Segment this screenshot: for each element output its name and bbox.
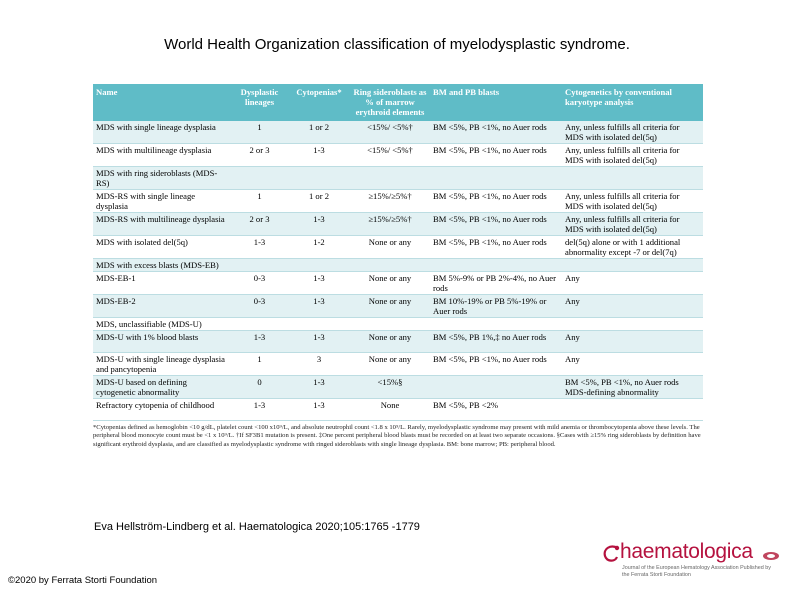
logo-wordmark: haematologica xyxy=(620,540,753,563)
cell-cytogenetics xyxy=(562,259,703,272)
cell-blasts: BM <5%, PB <2% xyxy=(430,399,562,421)
table-row xyxy=(93,259,703,272)
cell-ring-sideroblasts xyxy=(350,259,430,272)
cell-name: MDS with ring sideroblasts (MDS-RS) xyxy=(93,167,231,190)
cell-lineages: 1 xyxy=(231,121,288,144)
cell-cytogenetics: Any xyxy=(562,353,703,376)
cell-cytogenetics: BM <5%, PB <1%, no Auer rods MDS-defining abnormality xyxy=(562,376,703,399)
cell-lineages: 1 xyxy=(231,353,288,376)
cell-lineages: 0 xyxy=(231,376,288,399)
cell-lineages xyxy=(231,167,288,190)
logo-swirl-icon xyxy=(600,542,622,564)
cell-cytogenetics: Any xyxy=(562,295,703,318)
cell-cytogenetics: Any, unless fulfills all criteria for MDS with isolated del(5q) xyxy=(562,144,703,167)
cell-ring-sideroblasts: ≥15%/≥5%† xyxy=(350,190,430,213)
cell-cytopenias: 1-3 xyxy=(288,213,350,236)
header-name: Name xyxy=(93,84,231,121)
cell-ring-sideroblasts: None or any xyxy=(350,353,430,376)
cell-cytogenetics xyxy=(562,399,703,421)
table-row xyxy=(93,399,703,421)
header-cytopenias: Cytopenias* xyxy=(288,84,350,121)
cell-name: MDS-RS with single lineage dysplasia xyxy=(93,190,231,213)
header-cytogenetics: Cytogenetics by conventional karyotype analysis xyxy=(562,84,703,121)
cell-ring-sideroblasts: None or any xyxy=(350,272,430,295)
table-row xyxy=(93,331,703,353)
cell-ring-sideroblasts: None xyxy=(350,399,430,421)
table-row xyxy=(93,213,703,236)
copyright: ©2020 by Ferrata Storti Foundation xyxy=(8,575,158,586)
table-header-row xyxy=(93,84,703,121)
cell-blasts: BM 10%-19% or PB 5%-19% or Auer rods xyxy=(430,295,562,318)
table-row xyxy=(93,272,703,295)
table-row xyxy=(93,353,703,376)
table-row xyxy=(93,318,703,331)
who-classification-table xyxy=(93,84,703,421)
cell-blasts xyxy=(430,167,562,190)
cell-cytogenetics xyxy=(562,167,703,190)
cell-cytogenetics: Any, unless fulfills all criteria for MDS with isolated del(5q) xyxy=(562,121,703,144)
cell-name: MDS-U based on defining cytogenetic abnormality xyxy=(93,376,231,399)
cell-ring-sideroblasts: <15%§ xyxy=(350,376,430,399)
cell-lineages xyxy=(231,259,288,272)
table-footnote: *Cytopenias defined as hemoglobin <10 g/dL, platelet count <100 x10⁹/L, and absolute neutrophil count <1.8 x 10⁹/L. Rarely, myelodysplastic syndrome may present with mild anemia or thrombocytopenia above these levels. The peripheral blood monocyte count must be <1 x 10⁹/L. †If SF3B1 mutation is present. ‡One percent peripheral blood blasts must be recorded on at least two separate occasions. §Cases with ≥15% ring sideroblasts by definition have significant erythroid dysplasia, and are classified as myelodysplastic syndrome with ringed sideroblasts with single lineage dysplasia. BM: bone marrow; PB: peripheral blood. xyxy=(93,424,701,448)
cell-lineages: 1-3 xyxy=(231,331,288,353)
slide-title: World Health Organization classification of myelodysplastic syndrome. xyxy=(164,36,630,53)
cell-cytogenetics xyxy=(562,318,703,331)
cell-cytopenias xyxy=(288,167,350,190)
cell-name: MDS-EB-2 xyxy=(93,295,231,318)
cell-cytopenias: 1-3 xyxy=(288,376,350,399)
cell-ring-sideroblasts xyxy=(350,167,430,190)
cell-lineages: 1 xyxy=(231,190,288,213)
cell-name: MDS-U with 1% blood blasts xyxy=(93,331,231,353)
header-ring-sideroblasts: Ring sideroblasts as % of marrow erythroid elements xyxy=(350,84,430,121)
cell-cytogenetics: Any xyxy=(562,272,703,295)
cell-name: MDS, unclassifiable (MDS-U) xyxy=(93,318,231,331)
table-row xyxy=(93,190,703,213)
haematologica-logo xyxy=(600,540,790,584)
table-row xyxy=(93,376,703,399)
cell-cytopenias: 1-3 xyxy=(288,272,350,295)
cell-blasts: BM <5%, PB 1%,‡ no Auer rods xyxy=(430,331,562,353)
cell-cytopenias xyxy=(288,259,350,272)
cell-name: MDS with multilineage dysplasia xyxy=(93,144,231,167)
cell-blasts xyxy=(430,259,562,272)
cell-name: MDS with excess blasts (MDS-EB) xyxy=(93,259,231,272)
cell-name: MDS with isolated del(5q) xyxy=(93,236,231,259)
cell-cytopenias: 1-2 xyxy=(288,236,350,259)
cell-ring-sideroblasts: None or any xyxy=(350,236,430,259)
header-dysplastic-lineages: Dysplastic lineages xyxy=(231,84,288,121)
citation: Eva Hellström-Lindberg et al. Haematologica 2020;105:1765 -1779 xyxy=(94,521,420,533)
cell-name: MDS with single lineage dysplasia xyxy=(93,121,231,144)
table-row xyxy=(93,144,703,167)
cell-name: MDS-U with single lineage dysplasia and pancytopenia xyxy=(93,353,231,376)
cell-blasts xyxy=(430,376,562,399)
cell-cytogenetics: del(5q) alone or with 1 additional abnormality except -7 or del(7q) xyxy=(562,236,703,259)
cell-ring-sideroblasts: <15%/ <5%† xyxy=(350,144,430,167)
cell-blasts: BM <5%, PB <1%, no Auer rods xyxy=(430,353,562,376)
table-row xyxy=(93,236,703,259)
table-row xyxy=(93,121,703,144)
cell-blasts xyxy=(430,318,562,331)
cell-lineages xyxy=(231,318,288,331)
cell-cytopenias: 1 or 2 xyxy=(288,190,350,213)
cell-lineages: 2 or 3 xyxy=(231,144,288,167)
cell-blasts: BM <5%, PB <1%, no Auer rods xyxy=(430,121,562,144)
cell-name: Refractory cytopenia of childhood xyxy=(93,399,231,421)
cell-ring-sideroblasts: <15%/ <5%† xyxy=(350,121,430,144)
logo-tagline: Journal of the European Hematology Association Published by the Ferrata Storti Foundation xyxy=(622,565,771,578)
cell-blasts: BM <5%, PB <1%, no Auer rods xyxy=(430,213,562,236)
cell-name: MDS-RS with multilineage dysplasia xyxy=(93,213,231,236)
cell-lineages: 0-3 xyxy=(231,272,288,295)
cell-blasts: BM <5%, PB <1%, no Auer rods xyxy=(430,236,562,259)
cell-ring-sideroblasts: None or any xyxy=(350,295,430,318)
cell-lineages: 1-3 xyxy=(231,399,288,421)
cell-lineages: 0-3 xyxy=(231,295,288,318)
cell-cytopenias: 1-3 xyxy=(288,144,350,167)
table-row xyxy=(93,167,703,190)
cell-cytogenetics: Any, unless fulfills all criteria for MDS with isolated del(5q) xyxy=(562,190,703,213)
cell-blasts: BM 5%-9% or PB 2%-4%, no Auer rods xyxy=(430,272,562,295)
cell-cytogenetics: Any xyxy=(562,331,703,353)
cell-cytogenetics: Any, unless fulfills all criteria for MDS with isolated del(5q) xyxy=(562,213,703,236)
cell-ring-sideroblasts: ≥15%/≥5%† xyxy=(350,213,430,236)
cell-cytopenias: 1-3 xyxy=(288,295,350,318)
cell-blasts: BM <5%, PB <1%, no Auer rods xyxy=(430,144,562,167)
cell-blasts: BM <5%, PB <1%, no Auer rods xyxy=(430,190,562,213)
cell-ring-sideroblasts: None or any xyxy=(350,331,430,353)
table-row xyxy=(93,295,703,318)
who-classification-table-wrap xyxy=(93,84,703,449)
cell-ring-sideroblasts xyxy=(350,318,430,331)
header-blasts: BM and PB blasts xyxy=(430,84,562,121)
cell-cytopenias: 1-3 xyxy=(288,399,350,421)
cell-cytopenias: 3 xyxy=(288,353,350,376)
cell-name: MDS-EB-1 xyxy=(93,272,231,295)
cell-cytopenias: 1 or 2 xyxy=(288,121,350,144)
cell-cytopenias xyxy=(288,318,350,331)
cell-lineages: 2 or 3 xyxy=(231,213,288,236)
cell-cytopenias: 1-3 xyxy=(288,331,350,353)
eha-emblem-icon xyxy=(762,550,780,562)
cell-lineages: 1-3 xyxy=(231,236,288,259)
